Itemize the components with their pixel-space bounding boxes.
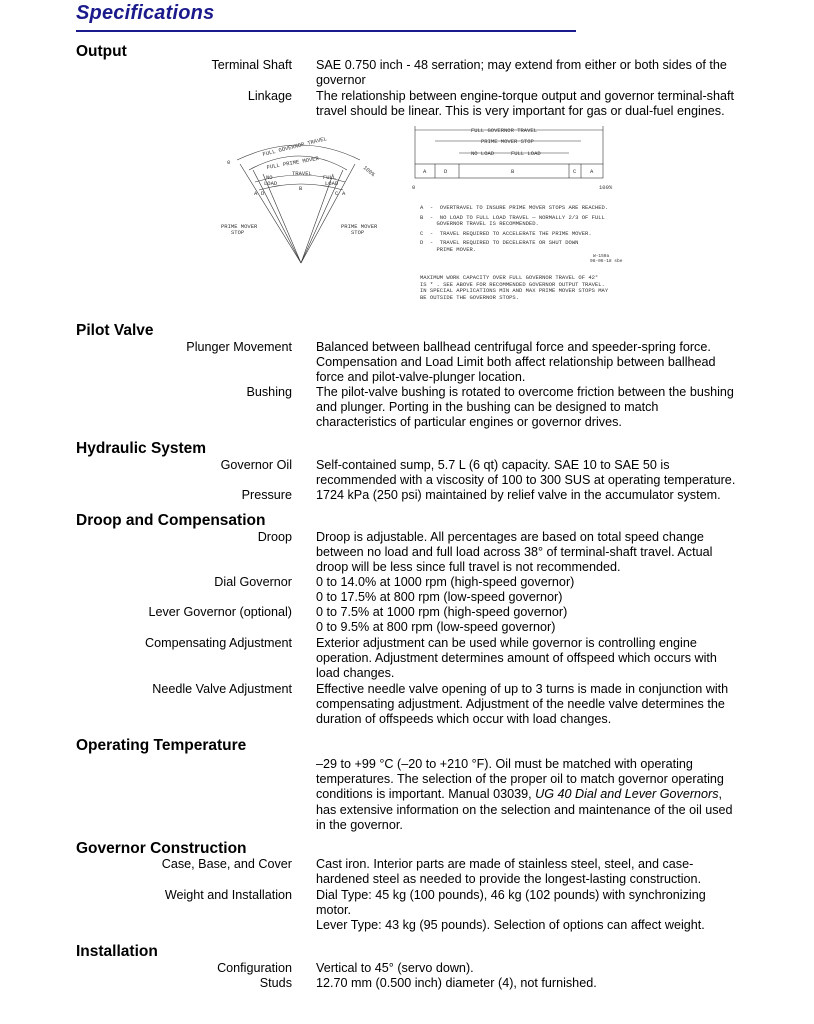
- spec-value: [316, 976, 768, 991]
- diagram-note: [420, 275, 640, 301]
- legend-entry-line: D - TRAVEL REQUIRED TO DECELERATE OR SHUT DOWN: [420, 239, 579, 247]
- spec-value-line: The pilot-valve bushing is rotated to overcome friction between the bushing: [316, 385, 734, 399]
- spec-value: [316, 89, 768, 119]
- spec-value-line: has extensive information on the selection and maintenance of the oil used: [316, 802, 733, 817]
- spec-value-line: governor: [316, 73, 366, 88]
- governor-travel-bar-diagram: [405, 124, 625, 196]
- page-title: Specifications: [76, 2, 215, 24]
- spec-label: Studs: [259, 976, 292, 990]
- drawing-code-line2: 98-06-18 sbe: [590, 259, 623, 264]
- note-line: BE OUTSIDE THE GOVERNOR STOPS.: [420, 293, 520, 301]
- bar-zero-label: 0: [412, 184, 416, 191]
- spec-value-line: duration of offspeeds which occur with load changes.: [316, 712, 612, 727]
- spec-value: [316, 385, 768, 431]
- governor-travel-fan-diagram: [215, 126, 395, 266]
- fan-load-label: LOAD: [264, 180, 278, 187]
- spec-value-line: Balanced between ballhead centrifugal force and speeder-spring force.: [316, 340, 711, 354]
- spec-value-line: hardened steel as needed to provide the longest-lasting construction.: [316, 872, 702, 887]
- fan-stop-right-line1: PRIME MOVER: [341, 223, 378, 230]
- spec-value-line: 0 to 9.5% at 800 rpm (low-speed governor): [316, 620, 556, 635]
- spec-value-line: 12.70 mm (0.500 inch) diameter (4), not furnished.: [316, 976, 597, 990]
- spec-value-line: Exterior adjustment can be used while governor is controlling engine: [316, 636, 697, 650]
- spec-label: Linkage: [247, 89, 292, 103]
- section-heading: Hydraulic System: [76, 440, 207, 457]
- spec-value: [316, 340, 768, 386]
- spec-value-line: load changes.: [316, 666, 395, 681]
- fan-stop-left-line2: STOP: [231, 229, 245, 236]
- bar-cell-d: D: [444, 168, 448, 175]
- spec-value-line: Effective needle valve opening of up to 3 turns is made in conjunction with: [316, 682, 729, 696]
- fan-load-right-label: LOAD: [325, 180, 339, 187]
- spec-value: [316, 636, 768, 682]
- spec-value-line: and plunger. Porting in the bushing can be designed to match: [316, 400, 659, 415]
- spec-value: [316, 458, 768, 488]
- title-underline: [76, 30, 576, 32]
- spec-value: [316, 757, 768, 833]
- legend-entry: [420, 205, 630, 212]
- spec-value-line: Droop is adjustable. All percentages are based on total speed change: [316, 530, 704, 544]
- note-line: MAXIMUM WORK CAPACITY OVER FULL GOVERNOR TRAVEL OF 42°: [420, 274, 599, 281]
- fan-hundred-label: 100%: [361, 164, 377, 179]
- spec-value: [316, 888, 768, 934]
- spec-value-line: in the governor.: [316, 817, 403, 832]
- legend-entry: [420, 231, 630, 238]
- spec-label: Governor Oil: [220, 458, 292, 472]
- spec-value-line: 0 to 14.0% at 1000 rpm (high-speed governor): [316, 575, 575, 589]
- spec-value-line: Lever Type: 43 kg (95 pounds). Selection of options can affect weight.: [316, 918, 705, 933]
- note-line: IS * . SEE ABOVE FOR RECOMMENDED GOVERNOR OUTPUT TRAVEL.: [420, 280, 605, 288]
- fan-stop-left-line1: PRIME MOVER: [221, 223, 258, 230]
- spec-value-line: Cast iron. Interior parts are made of stainless steel, steel, and case-: [316, 857, 694, 871]
- bar-cell-a-right: A: [590, 168, 594, 175]
- spec-label: Needle Valve Adjustment: [152, 682, 292, 696]
- legend-entry-line: B - NO LOAD TO FULL LOAD TRAVEL — NORMALLY 2/3 OF FULL: [420, 213, 605, 221]
- fan-segment-a-right: A: [342, 190, 346, 197]
- spec-value-line: between no load and full load across 38° of terminal-shaft travel. Actual: [316, 545, 713, 560]
- legend-entry: [420, 240, 630, 253]
- spec-label: Pressure: [241, 488, 292, 502]
- section-heading: Governor Construction: [76, 840, 247, 857]
- bar-cell-a-left: A: [423, 168, 427, 175]
- spec-value-line: characteristics of particular engines or governor drives.: [316, 415, 622, 430]
- spec-value-line: conditions is important. Manual 03039, UG 40 Dial and Lever Governors,: [316, 787, 723, 802]
- spec-value: [316, 961, 768, 976]
- diagram-legend: [420, 205, 630, 257]
- fan-segment-c: C: [335, 190, 339, 197]
- section-heading: Pilot Valve: [76, 322, 154, 339]
- spec-value-line: droop will be less since full travel is not recommended.: [316, 560, 621, 575]
- spec-value: [316, 605, 768, 635]
- legend-entry: [420, 215, 630, 228]
- spec-value-line: SAE 0.750 inch - 48 serration; may extend from either or both sides of the: [316, 58, 727, 72]
- bar-full-load-label: FULL LOAD: [511, 150, 541, 157]
- bar-full-governor-travel-label: FULL GOVERNOR TRAVEL: [471, 127, 538, 134]
- spec-value-line: –29 to +99 °C (–20 to +210 °F). Oil must be matched with operating: [316, 757, 693, 771]
- legend-entry-line: GOVERNOR TRAVEL IS RECOMMENDED.: [420, 220, 539, 228]
- drawing-code-line1: W-150a: [593, 254, 610, 259]
- spec-label: Lever Governor (optional): [148, 605, 292, 619]
- spec-value-line: 1724 kPa (250 psi) maintained by relief valve in the accumulator system.: [316, 488, 721, 502]
- spec-label: Droop: [257, 530, 292, 544]
- bar-prime-mover-stop-label: PRIME MOVER STOP: [481, 138, 534, 145]
- spec-label: Weight and Installation: [164, 888, 292, 902]
- spec-value-line: recommended with a viscosity of 100 to 300 SUS at operating temperature.: [316, 473, 736, 488]
- drawing-code: [590, 254, 622, 264]
- note-line: IN SPECIAL APPLICATIONS MIN AND MAX PRIME MOVER STOPS MAY: [420, 287, 609, 295]
- legend-entry-line: PRIME MOVER.: [420, 245, 477, 253]
- spec-value-line: 0 to 17.5% at 800 rpm (low-speed governor): [316, 590, 563, 605]
- spec-value-line: motor.: [316, 903, 351, 918]
- bar-no-load-label: NO LOAD: [471, 150, 495, 157]
- spec-value-line: Compensation and Load Limit both affect relationship between ballhead: [316, 355, 716, 370]
- spec-value: [316, 488, 768, 503]
- fan-travel-label: TRAVEL: [292, 170, 312, 177]
- spec-value-line: temperatures. The selection of the proper oil to match governor operating: [316, 772, 724, 787]
- spec-value: [316, 575, 768, 605]
- fan-stop-right-line2: STOP: [351, 229, 365, 236]
- spec-label: Compensating Adjustment: [144, 636, 292, 650]
- bar-cell-b: B: [511, 168, 515, 175]
- section-heading: Operating Temperature: [76, 737, 247, 754]
- spec-value-line: The relationship between engine-torque output and governor terminal-shaft: [316, 89, 734, 103]
- spec-value-line: Vertical to 45° (servo down).: [316, 961, 474, 975]
- legend-entry-line: C - TRAVEL REQUIRED TO ACCELERATE THE PRIME MOVER.: [420, 229, 592, 237]
- fan-no-label: NO: [266, 174, 273, 181]
- spec-value-line: Dial Type: 45 kg (100 pounds), 46 kg (102 pounds) with synchronizing: [316, 888, 706, 902]
- section-heading: Droop and Compensation: [76, 512, 266, 529]
- fan-zero-label: 0: [227, 159, 231, 166]
- bar-cell-c: C: [573, 168, 577, 175]
- spec-label: Configuration: [217, 961, 292, 975]
- spec-value: [316, 530, 768, 576]
- spec-value-line: travel should be linear. This is very important for gas or dual-fuel engines.: [316, 104, 725, 119]
- manual-title: UG 40 Dial and Lever Governors: [535, 787, 719, 802]
- spec-value-line: force and pilot-valve-plunger location.: [316, 370, 526, 385]
- spec-label: Case, Base, and Cover: [161, 857, 292, 871]
- spec-value-line: compensating adjustment. Adjustment of the needle valve determines the: [316, 697, 725, 712]
- fan-segment-b: B: [299, 185, 303, 192]
- spec-value: [316, 58, 768, 88]
- spec-label: Plunger Movement: [186, 340, 292, 354]
- fan-segment-d: D: [261, 190, 265, 197]
- spec-value-line: operation. Adjustment determines amount of offspeed which occurs with: [316, 651, 717, 666]
- section-heading: Output: [76, 43, 127, 60]
- spec-label: Dial Governor: [214, 575, 292, 589]
- spec-value: [316, 682, 768, 728]
- spec-value: [316, 857, 768, 887]
- spec-value-line: 0 to 7.5% at 1000 rpm (high-speed governor): [316, 605, 568, 619]
- section-heading: Installation: [76, 943, 158, 960]
- legend-entry-line: A - OVERTRAVEL TO INSURE PRIME MOVER STOPS ARE REACHED.: [420, 204, 609, 211]
- spec-label: Bushing: [246, 385, 292, 399]
- fan-segment-a-left: A: [254, 190, 258, 197]
- fan-full-governor-travel-label: FULL GOVERNOR TRAVEL: [261, 135, 328, 158]
- fan-full-prime-mover-label: FULL PRIME MOVER: [266, 154, 320, 171]
- spec-value-line: Self-contained sump, 5.7 L (6 qt) capacity. SAE 10 to SAE 50 is: [316, 458, 670, 472]
- fan-full-label: FULL: [323, 174, 337, 181]
- bar-hundred-label: 100%: [599, 184, 613, 191]
- spec-label: Terminal Shaft: [211, 58, 292, 72]
